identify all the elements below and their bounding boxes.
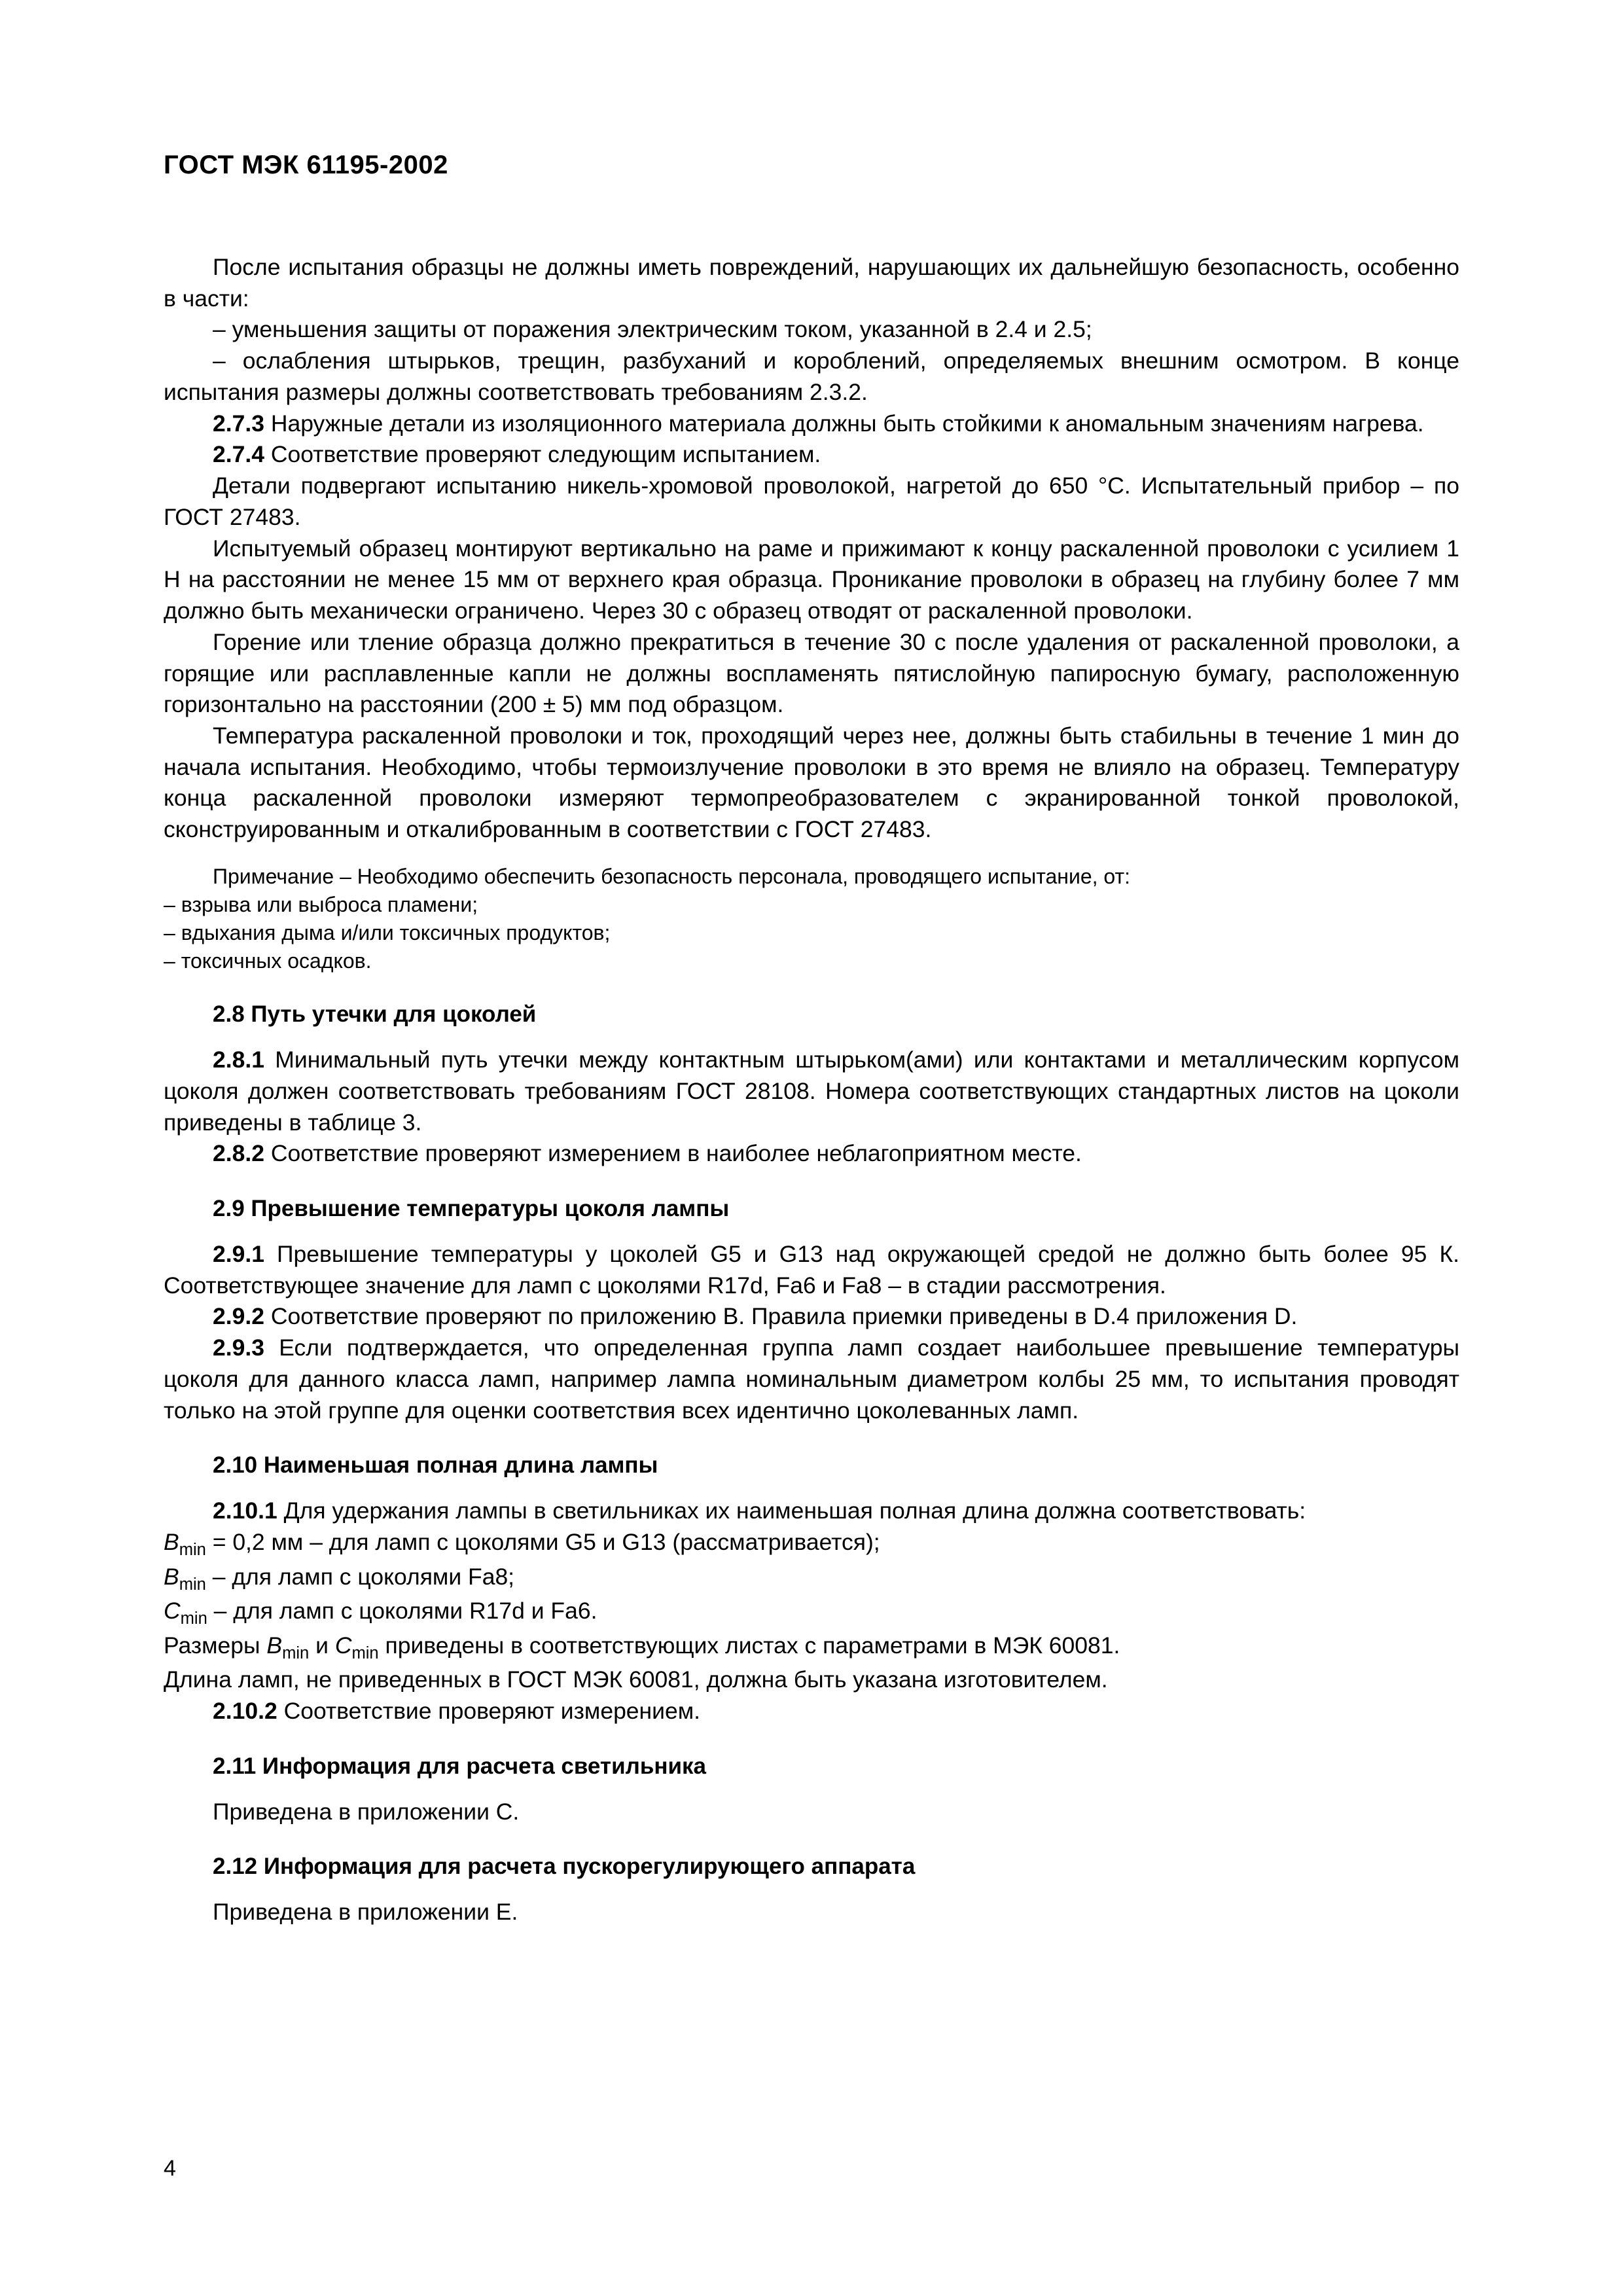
paragraph-nickel-wire: Детали подвергают испытанию никель-хромовой проволокой, нагретой до 650 °C. Испытательный прибор – по ГОСТ 27483. bbox=[164, 473, 1459, 530]
paragraph-burning: Горение или тление образца должно прекратиться в течение 30 с после удаления от раскаленной проволоки, а горящие или расплавленные капли не должны воспламенять пятислойную папиросную бумагу, расположенную горизонтально на расстоянии (200 ± 5) мм под образцом. bbox=[164, 628, 1459, 718]
clause-2-9-2 bbox=[164, 1301, 1459, 1333]
subscript-min-1: min bbox=[179, 1541, 206, 1560]
clause-text-2-8-2: Соответствие проверяют измерением в наиболее неблагоприятном месте. bbox=[264, 1140, 1082, 1167]
cmin-line bbox=[164, 1596, 1459, 1630]
note-dash-1: – взрыва или выброса пламени; bbox=[164, 892, 478, 916]
clause-text-2-10-1: Для удержания лампы в светильниках их наименьшая полная длина должна соответствовать: bbox=[277, 1498, 1306, 1524]
page-title: ГОСТ МЭК 61195-2002 bbox=[164, 151, 448, 179]
heading-2-10: 2.10 Наименьшая полная длина лампы bbox=[213, 1452, 658, 1479]
clause-2-7-4 bbox=[164, 439, 1459, 471]
note-dash-3: – токсичных осадков. bbox=[164, 949, 372, 973]
page-number: 4 bbox=[164, 2156, 176, 2181]
variable-b-2: B bbox=[164, 1563, 179, 1590]
clause-text-2-10-2: Соответствие проверяют измерением. bbox=[277, 1697, 701, 1724]
clause-number-2-8-2: 2.8.2 bbox=[213, 1140, 264, 1167]
paragraph-2-11: Приведена в приложении С. bbox=[213, 1798, 520, 1825]
sizes-postfix: приведены в соответствующих листах с параметрами в МЭК 60081. bbox=[378, 1632, 1120, 1659]
clause-2-9-3 bbox=[164, 1333, 1459, 1426]
sizes-mid: и bbox=[309, 1632, 335, 1659]
clause-number-2-7-3: 2.7.3 bbox=[213, 410, 264, 437]
clause-2-8-1 bbox=[164, 1045, 1459, 1138]
dash-item-1: – уменьшения защиты от поражения электрическим током, указанной в 2.4 и 2.5; bbox=[213, 316, 1092, 343]
clause-number-2-9-3: 2.9.3 bbox=[213, 1335, 264, 1361]
subscript-min-4: min bbox=[282, 1643, 310, 1662]
bmin-line-2-rest: – для ламп с цоколями Fa8; bbox=[205, 1563, 515, 1590]
clause-2-10-1 bbox=[164, 1496, 1459, 1527]
variable-b-1: B bbox=[164, 1529, 179, 1556]
cmin-line-rest: – для ламп с цоколями R17d и Fa6. bbox=[207, 1598, 597, 1624]
note-dash-2: – вдыхания дыма и/или токсичных продуктов; bbox=[164, 921, 611, 945]
sizes-line bbox=[164, 1630, 1459, 1664]
note-intro: Примечание – Необходимо обеспечить безопасность персонала, проводящего испытание, от: bbox=[213, 864, 1131, 888]
paragraph-2-12: Приведена в приложении Е. bbox=[213, 1899, 518, 1926]
heading-2-12: 2.12 Информация для расчета пускорегулирующего аппарата bbox=[213, 1854, 916, 1880]
note-block bbox=[164, 863, 1459, 975]
variable-c-1: C bbox=[164, 1598, 181, 1624]
heading-2-9: 2.9 Превышение температуры цоколя лампы bbox=[213, 1196, 730, 1222]
clause-text-2-7-3: Наружные детали из изоляционного материала должны быть стойкими к аномальным значениям нагрева. bbox=[264, 410, 1424, 437]
dash-item-2: – ослабления штырьков, трещин, разбуханий и короблений, определяемых внешним осмотром. В конце испытания размеры должны соответствовать требованиям 2.3.2. bbox=[164, 348, 1459, 405]
clause-2-10-2 bbox=[164, 1696, 1459, 1727]
clause-number-2-9-2: 2.9.2 bbox=[213, 1303, 264, 1330]
clause-text-2-9-3: Если подтверждается, что определенная группа ламп создает наибольшее превышение температуры цоколя для данного класса ламп, например лампа номинальным диаметром колбы 25 мм, то испытания проводят только на этой группе для оценки соответствия всех идентично цоколеванных ламп. bbox=[164, 1335, 1459, 1424]
clause-2-7-3 bbox=[164, 408, 1459, 440]
clause-number-2-9-1: 2.9.1 bbox=[213, 1241, 264, 1268]
paragraph-temperature-stability: Температура раскаленной проволоки и ток, проходящий через нее, должны быть стабильны в течение 1 мин до начала испытания. Необходимо, чтобы термоизлучение проволоки в это время не влияло на образец. Температуру конца раскаленной проволоки измеряют термопреобразователем с экранированной тонкой проволокой, сконструированным и откалиброванным в соответствии с ГОСТ 27483. bbox=[164, 723, 1459, 843]
sizes-prefix: Размеры bbox=[164, 1632, 267, 1659]
bmin-line-2 bbox=[164, 1562, 1459, 1596]
variable-c-2: C bbox=[334, 1632, 352, 1659]
clause-text-2-8-1: Минимальный путь утечки между контактным штырьком(ами) или контактами и металлическим корпусом цоколя должен соответствовать требованиям ГОСТ 28108. Номера соответствующих стандартных листов на цоколи приведены в таблице 3. bbox=[164, 1047, 1459, 1136]
variable-b-3: B bbox=[266, 1632, 283, 1659]
subscript-min-2: min bbox=[179, 1575, 206, 1594]
paragraph-sample-mounting: Испытуемый образец монтируют вертикально на раме и прижимают к концу раскаленной проволоки с усилием 1 Н на расстоянии не менее 15 мм от верхнего края образца. Проникание проволоки в образец на глубину более 7 мм должно быть механически ограничено. Через 30 с образец отводят от раскаленной проволоки. bbox=[164, 535, 1459, 624]
clause-number-2-10-2: 2.10.2 bbox=[213, 1697, 277, 1724]
paragraph-after-test: После испытания образцы не должны иметь повреждений, нарушающих их дальнейшую безопасность, особенно в части: bbox=[164, 254, 1459, 312]
clause-number-2-7-4: 2.7.4 bbox=[213, 441, 264, 468]
subscript-min-5: min bbox=[351, 1643, 379, 1662]
bmin-line-1 bbox=[164, 1527, 1459, 1561]
clause-2-8-2 bbox=[164, 1138, 1459, 1170]
clause-2-9-1 bbox=[164, 1239, 1459, 1301]
bmin-line-1-rest: = 0,2 мм – для ламп с цоколями G5 и G13 (рассматривается); bbox=[205, 1529, 880, 1556]
heading-2-8: 2.8 Путь утечки для цоколей bbox=[213, 1001, 537, 1028]
heading-2-11: 2.11 Информация для расчета светильника bbox=[213, 1753, 706, 1779]
clause-text-2-9-2: Соответствие проверяют по приложению В. Правила приемки приведены в D.4 приложения D. bbox=[264, 1303, 1298, 1330]
clause-number-2-10-1: 2.10.1 bbox=[213, 1498, 277, 1524]
subscript-min-3: min bbox=[180, 1609, 207, 1628]
clause-text-2-9-1: Превышение температуры у цоколей G5 и G13 над окружающей средой не должно быть более 95 К. Соответствующее значение для ламп с цоколями R17d, Fa6 и Fa8 – в стадии рассмотрения. bbox=[164, 1241, 1459, 1299]
clause-number-2-8-1: 2.8.1 bbox=[213, 1047, 264, 1073]
lamp-length-line: Длина ламп, не приведенных в ГОСТ МЭК 60081, должна быть указана изготовителем. bbox=[164, 1666, 1108, 1693]
clause-text-2-7-4: Соответствие проверяют следующим испытанием. bbox=[264, 441, 821, 468]
